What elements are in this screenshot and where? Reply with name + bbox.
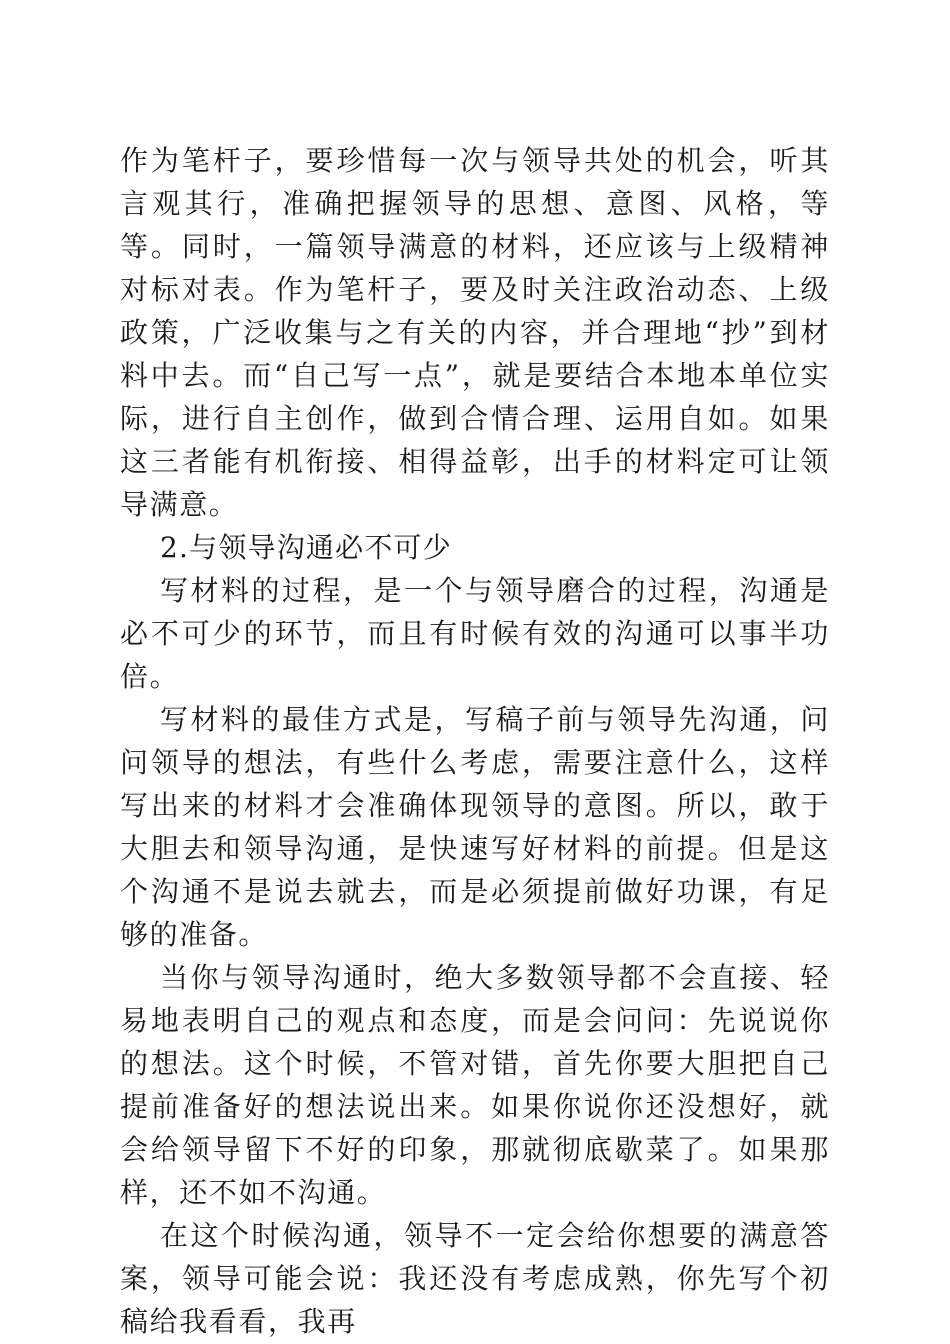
paragraph-2: 写材料的过程，是一个与领导磨合的过程，沟通是必不可少的环节，而且有时候有效的沟通可以事半功倍。 (120, 574, 830, 693)
paragraph-4: 当你与领导沟通时，绝大多数领导都不会直接、轻易地表明自己的观点和态度，而是会问问：先说说你的想法。这个时候，不管对错，首先你要大胆把自己提前准备好的想法说出来。如果你说你还没想好，就会给领导留下不好的印象，那就彻底歇菜了。如果那样，还不如不沟通。 (120, 961, 830, 1209)
paragraph-1: 作为笔杆子，要珍惜每一次与领导共处的机会，听其言观其行，准确把握领导的思想、意图、风格，等等。同时，一篇领导满意的材料，还应该与上级精神对标对表。作为笔杆子，要及时关注政治动态、上级政策，广泛收集与之有关的内容，并合理地“抄”到材料中去。而“自己写一点”，就是要结合本地本单位实际，进行自主创作，做到合情合理、运用自如。如果这三者能有机衔接、相得益彰，出手的材料定可让领导满意。 (120, 144, 830, 521)
paragraph-3: 写材料的最佳方式是，写稿子前与领导先沟通，问问领导的想法，有些什么考虑，需要注意什么，这样写出来的材料才会准确体现领导的意图。所以，敢于大胆去和领导沟通，是快速写好材料的前提。但是这个沟通不是说去就去，而是必须提前做好功课，有足够的准备。 (120, 703, 830, 951)
paragraph-5: 在这个时候沟通，领导不一定会给你想要的满意答案，领导可能会说：我还没有考虑成熟，你先写个初稿给我看看，我再 (120, 1219, 830, 1338)
document-body (120, 139, 830, 1343)
section-heading-2: 2.与领导沟通必不可少 (160, 531, 452, 564)
